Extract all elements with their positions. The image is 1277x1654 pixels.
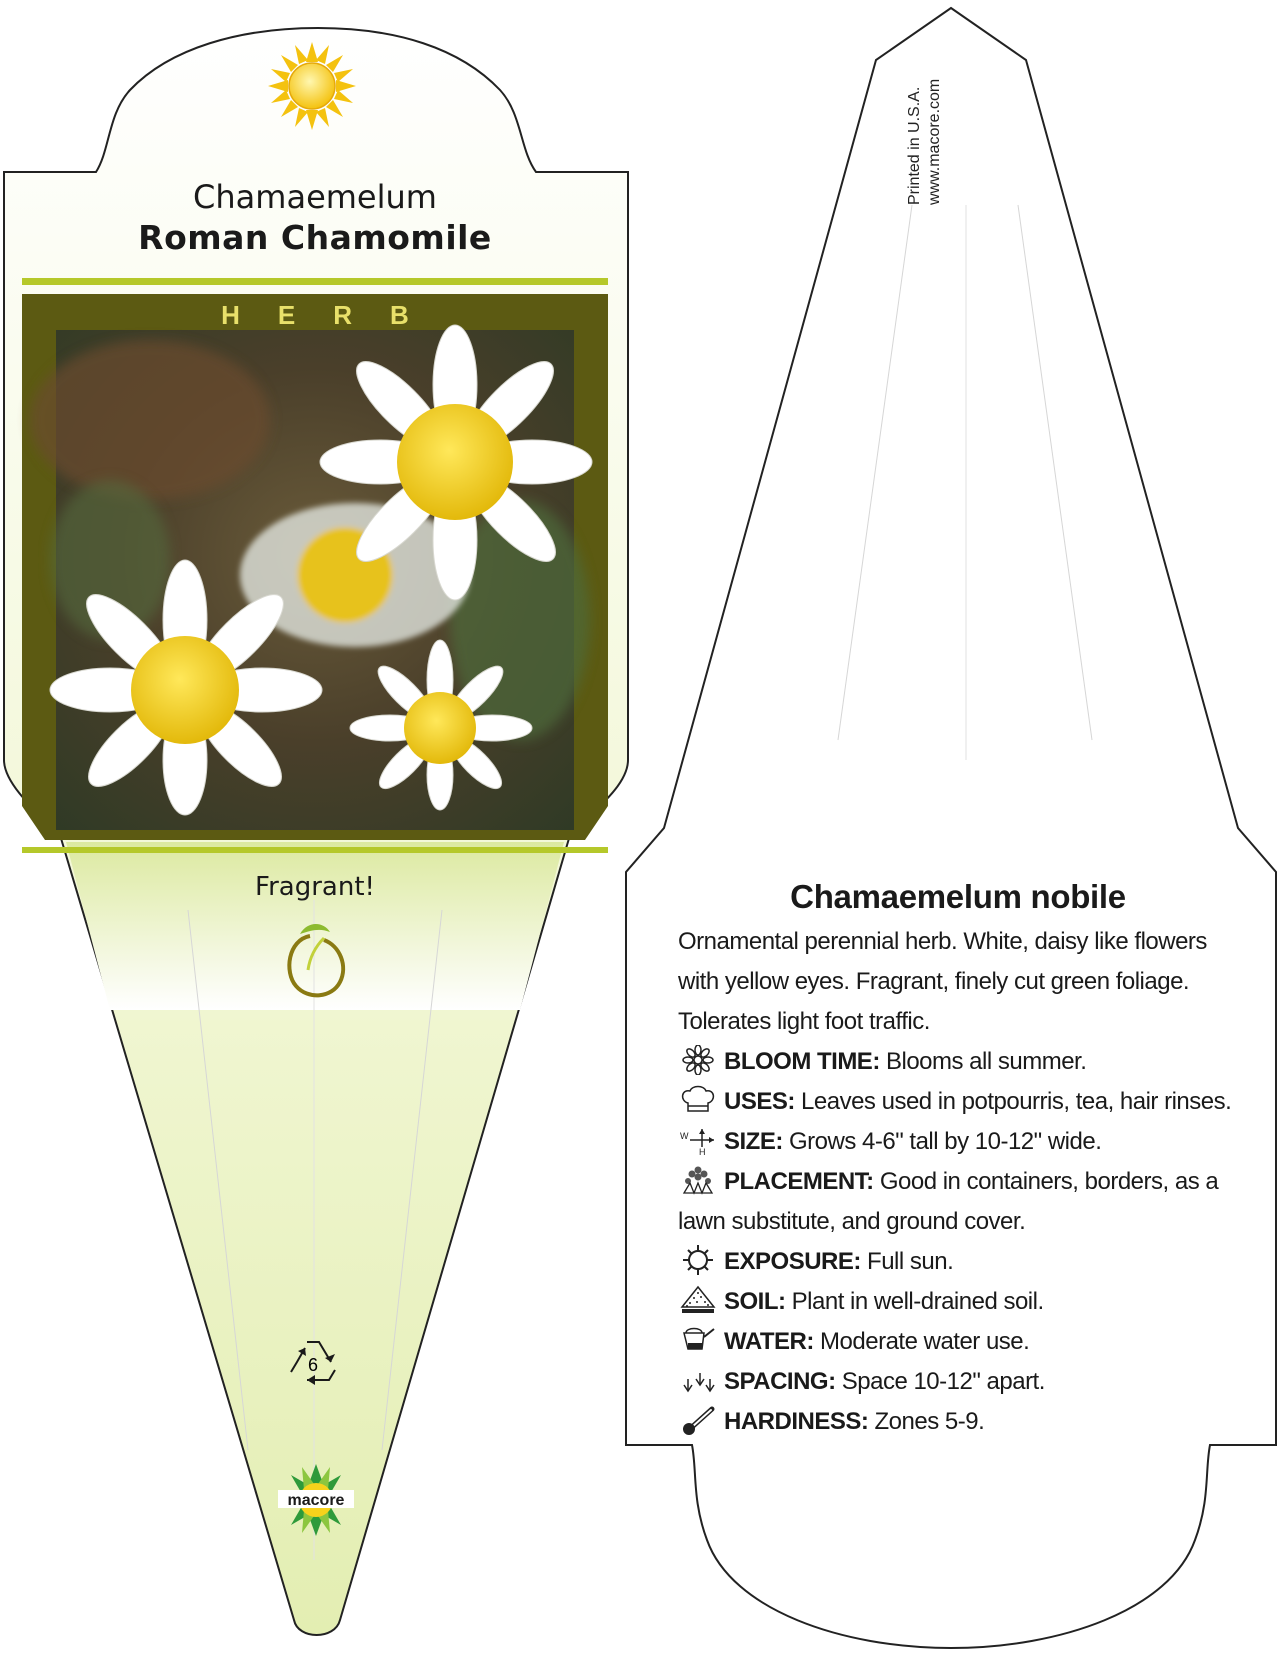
svg-text:H: H bbox=[699, 1147, 705, 1155]
category-label: HERB bbox=[221, 300, 447, 330]
brand-logo-text: macore bbox=[287, 1492, 345, 1509]
chamomile-photo bbox=[30, 325, 592, 830]
attribute-row bbox=[678, 1082, 1238, 1122]
attr-value: Good in containers, borders, as a lawn substitute, and ground cover. bbox=[678, 1168, 1219, 1235]
thermometer-icon bbox=[678, 1405, 718, 1435]
attribute-row bbox=[678, 1282, 1238, 1322]
attr-label: SPACING: bbox=[724, 1368, 836, 1395]
printed-in-label bbox=[905, 79, 945, 205]
back-info bbox=[678, 878, 1238, 1442]
attr-value: Zones 5-9. bbox=[874, 1408, 985, 1435]
latin-name: Chamaemelum bbox=[193, 178, 437, 216]
attr-value: Grows 4-6" tall by 10-12" wide. bbox=[789, 1128, 1102, 1155]
placement-icon bbox=[678, 1165, 718, 1195]
attr-label: BLOOM TIME: bbox=[724, 1048, 880, 1075]
description: Ornamental perennial herb. White, daisy like flowers with yellow eyes. Fragrant, finely cut green foliage. Tolerates light foot traffic. bbox=[678, 928, 1207, 1035]
attribute-row bbox=[678, 1122, 1238, 1162]
attribute-row bbox=[678, 1162, 1238, 1242]
printed-in: Printed in U.S.A. bbox=[906, 86, 923, 205]
attr-label: PLACEMENT: bbox=[724, 1168, 874, 1195]
watering-can-icon bbox=[678, 1325, 718, 1355]
soil-icon bbox=[678, 1285, 718, 1315]
attr-label: HARDINESS: bbox=[724, 1408, 869, 1435]
attribute-row bbox=[678, 1322, 1238, 1362]
attr-label: USES: bbox=[724, 1088, 795, 1115]
attr-value: Leaves used in potpourris, tea, hair rinses. bbox=[801, 1088, 1232, 1115]
botanical-name: Chamaemelum nobile bbox=[790, 878, 1126, 915]
attr-label: WATER: bbox=[724, 1328, 814, 1355]
attr-label: EXPOSURE: bbox=[724, 1248, 861, 1275]
chef-hat-icon bbox=[678, 1085, 718, 1115]
attribute-row bbox=[678, 1402, 1238, 1442]
spacing-icon bbox=[678, 1365, 718, 1395]
attr-value: Blooms all summer. bbox=[885, 1048, 1087, 1075]
common-name: Roman Chamomile bbox=[138, 218, 492, 257]
attr-value: Full sun. bbox=[867, 1248, 954, 1275]
recycle-number: 6 bbox=[307, 1355, 318, 1375]
full-sun-icon bbox=[268, 42, 356, 130]
attribute-row bbox=[678, 1242, 1238, 1282]
sun-icon bbox=[678, 1245, 718, 1275]
svg-text:W: W bbox=[680, 1131, 688, 1141]
attr-value: Plant in well-drained soil. bbox=[791, 1288, 1044, 1315]
flower-icon bbox=[678, 1045, 718, 1075]
feature-text: Fragrant! bbox=[255, 872, 375, 902]
attr-label: SIZE: bbox=[724, 1128, 783, 1155]
attribute-row bbox=[678, 1042, 1238, 1082]
attr-value: Moderate water use. bbox=[820, 1328, 1030, 1355]
website: www.macore.com bbox=[926, 78, 943, 205]
size-arrows-icon bbox=[678, 1125, 718, 1155]
attribute-row bbox=[678, 1362, 1238, 1402]
attr-value: Space 10-12" apart. bbox=[841, 1368, 1045, 1395]
attr-label: SOIL: bbox=[724, 1288, 786, 1315]
